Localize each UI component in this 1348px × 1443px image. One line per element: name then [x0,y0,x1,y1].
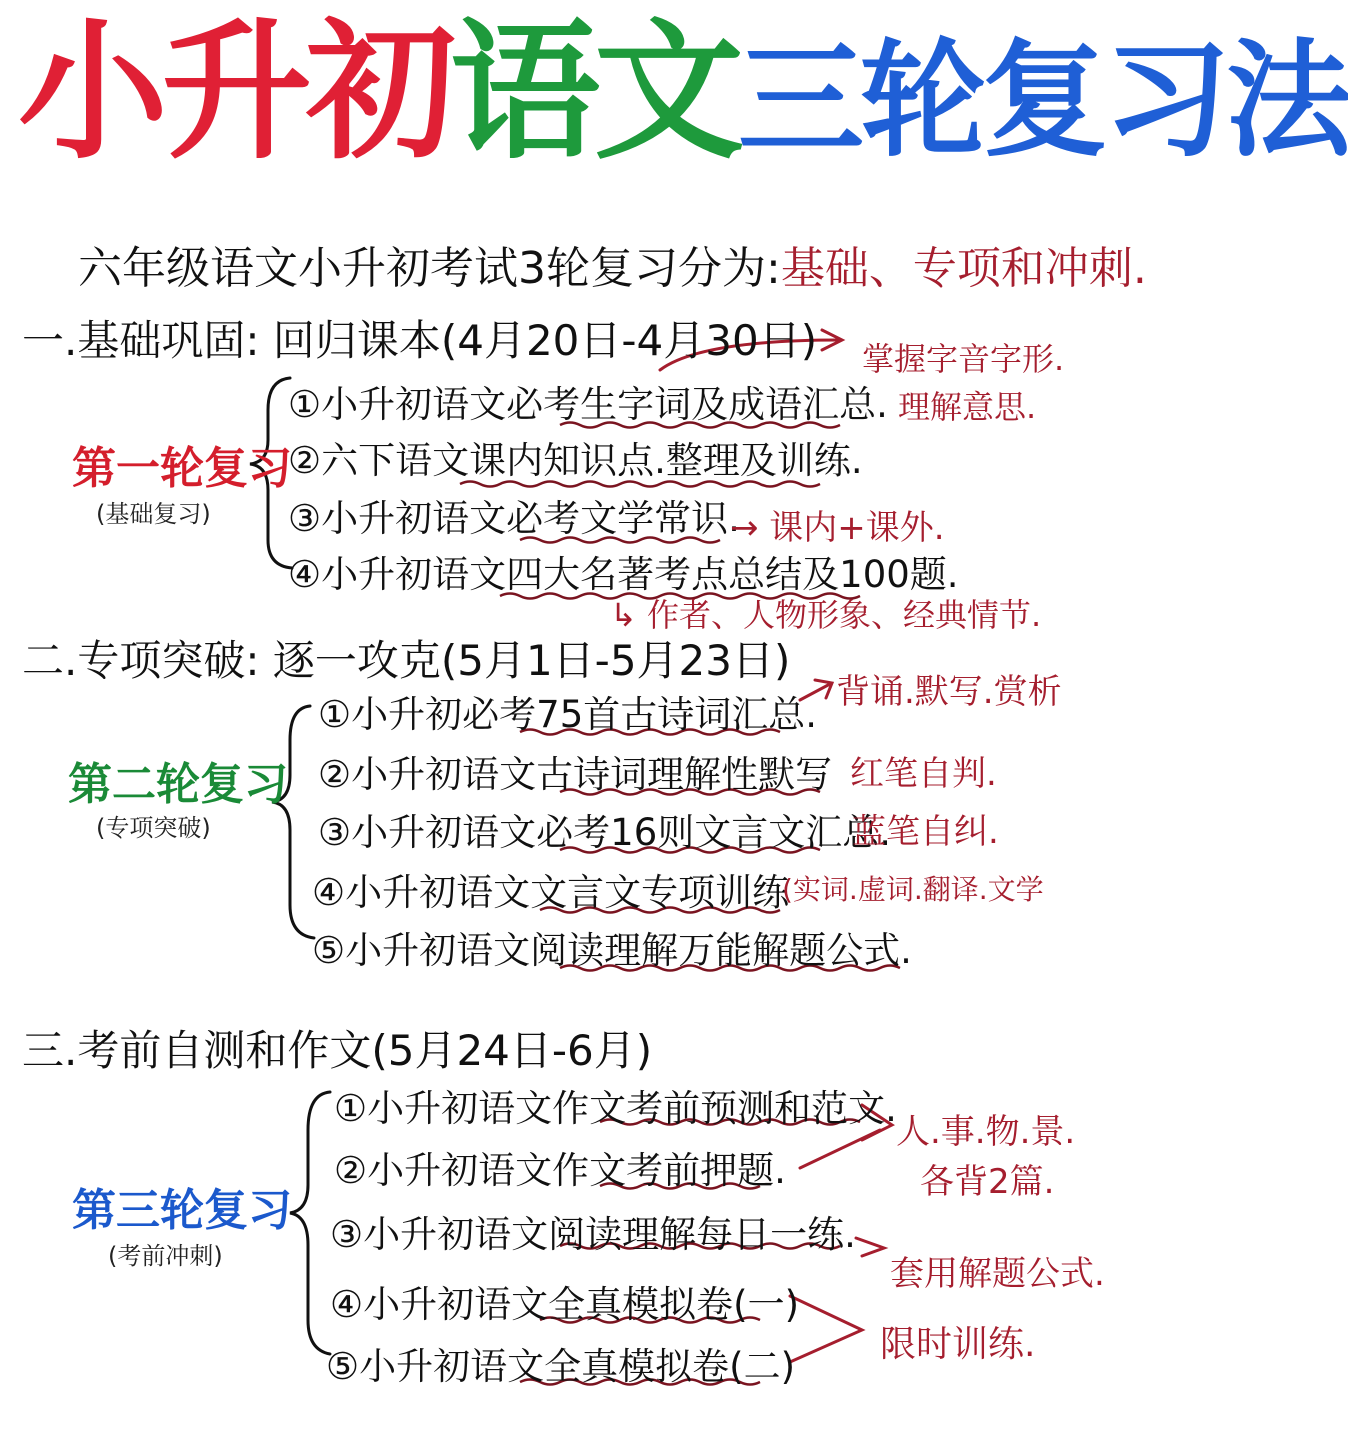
s1-item-2: ②六下语文课内知识点.整理及训练. [288,439,863,482]
round-2-sub: (专项突破) [96,814,211,842]
brace-round-3 [290,1092,330,1354]
s1-item-4: ④小升初语文四大名著考点总结及100题. [288,553,959,596]
arrow-s2-item1-head [815,680,832,698]
intro-line [78,232,1147,296]
connector-s3-item2 [800,1130,880,1168]
arrow-s1-item1-head [822,330,842,350]
title-part-2: 语文 [450,6,739,180]
arrow-s3-item3 [856,1238,884,1256]
s3-item-1: ①小升初语文作文考前预测和范文. [334,1087,897,1130]
s3-item-2: ②小升初语文作文考前押题. [334,1149,786,1192]
connector-s3-items45 [790,1296,862,1362]
s1-note-4: ↳ 作者、人物形象、经典情节. [610,596,1042,634]
section-3-heading: 三.考前自测和作文(5月24日-6月) [22,1026,653,1075]
s2-item-4: ④小升初语文文言文专项训练 [312,871,790,914]
s3-item-5: ⑤小升初语文全真模拟卷(二) [326,1345,796,1388]
s2-note-3: 蓝笔自纠. [852,812,999,852]
s1-note-3: → 课内+课外. [730,508,945,548]
page-title [18,6,1348,180]
s1-note-1b: 理解意思. [898,388,1037,426]
s3-note-1b: 各背2篇. [920,1162,1055,1202]
title-part-1: 小升初 [18,6,451,180]
round-1-sub: (基础复习) [96,500,211,528]
s2-note-4: (实词.虚词.翻译.文学 [782,873,1044,906]
brace-round-2 [272,706,314,938]
round-3-sub: (考前冲刺) [108,1242,223,1270]
intro-text: 六年级语文小升初考试3轮复习分为: [78,243,781,294]
s1-note-1a: 掌握字音字形. [862,340,1065,378]
round-3-label: 第三轮复习 [72,1185,292,1236]
section-2-heading: 二.专项突破: 逐一攻克(5月1日-5月23日) [22,636,791,685]
intro-highlight: 基础、专项和冲刺. [780,243,1147,294]
s1-item-3: ③小升初语文必考文学常识. [288,497,740,540]
s1-item-1: ①小升初语文必考生字词及成语汇总. [288,383,888,426]
round-2-label: 第二轮复习 [68,759,288,810]
s3-item-4: ④小升初语文全真模拟卷(一) [330,1283,800,1326]
section-1-heading: 一.基础巩固: 回归课本(4月20日-4月30日) [22,316,818,365]
s2-note-1: 背诵.默写.赏析 [836,672,1062,712]
s3-item-3: ③小升初语文阅读理解每日一练. [330,1213,856,1256]
s3-note-3: 套用解题公式. [890,1254,1105,1294]
round-1-label: 第一轮复习 [72,443,292,494]
s2-note-2: 红笔自判. [850,754,997,794]
title-part-3: 三轮复习法 [738,27,1348,174]
s2-item-1: ①小升初必考75首古诗词汇总. [318,693,818,736]
s2-item-3: ③小升初语文必考16则文言文汇总. [318,811,892,854]
s3-note-1a: 人.事.物.景. [896,1112,1076,1152]
s2-item-5: ⑤小升初语文阅读理解万能解题公式. [312,929,912,972]
s2-item-2: ②小升初语文古诗词理解性默写 [318,753,833,796]
s3-note-5: 限时训练. [880,1324,1036,1365]
